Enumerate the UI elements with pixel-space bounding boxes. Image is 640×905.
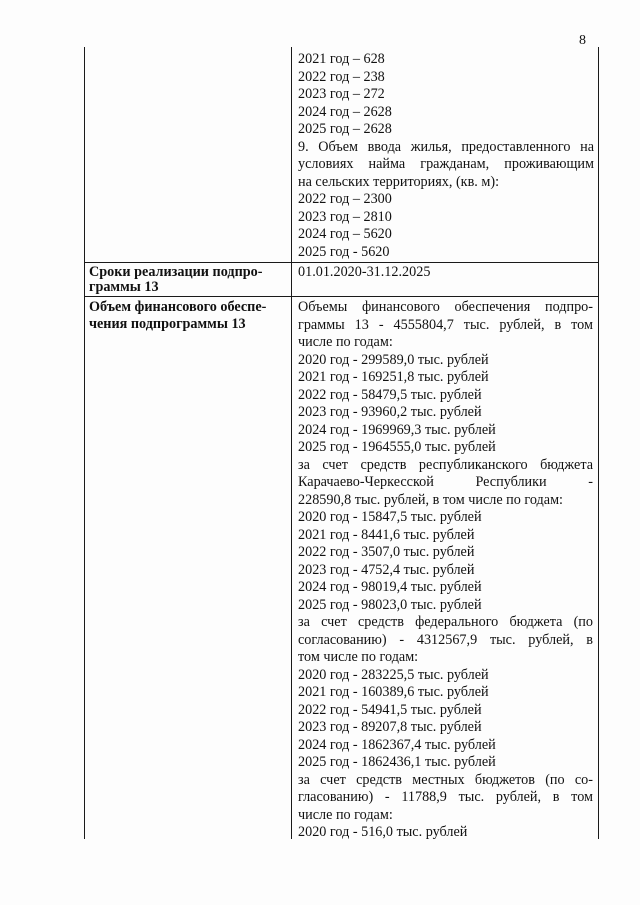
row-divider-funding (84, 296, 599, 297)
funding-line: 2021 год - 160389,6 тыс. рублей (298, 684, 489, 700)
funding-line: согласованию) - 4312567,9 тыс. рублей, в (298, 631, 593, 648)
indicator-line: 2023 год – 2810 (298, 208, 392, 225)
indicator-heading-line: условиях найма гражданам, проживающим (298, 156, 594, 172)
funding-line: 2022 год - 3507,0 тыс. рублей (298, 544, 475, 560)
funding-label: чения подпрограммы 13 (89, 316, 246, 332)
period-label: граммы 13 (89, 279, 159, 295)
funding-line: 2023 год - 89207,8 тыс. рублей (298, 719, 482, 735)
funding-line: за счет средств федерального бюджета (по (298, 614, 593, 630)
page-number: 8 (579, 33, 586, 48)
funding-line: 2020 год - 516,0 тыс. рублей (298, 824, 468, 840)
funding-line: 2024 год - 98019,4 тыс. рублей (298, 579, 482, 595)
funding-line: 2022 год - 58479,5 тыс. рублей (298, 386, 482, 403)
funding-line: 2023 год - 93960,2 тыс. рублей (298, 404, 482, 420)
funding-line: 2023 год - 4752,4 тыс. рублей (298, 561, 475, 578)
funding-line: 2024 год - 1969969,3 тыс. рублей (298, 421, 496, 438)
funding-line: 2021 год - 169251,8 тыс. рублей (298, 369, 489, 385)
funding-line: 2021 год - 8441,6 тыс. рублей (298, 526, 475, 543)
funding-line: числе по годам: (298, 334, 393, 350)
funding-line: Карачаево-Черкесской Республики - (298, 474, 593, 490)
table-right-border (598, 47, 599, 839)
indicator-line: 2023 год – 272 (298, 86, 385, 102)
indicator-heading-line: на сельских территориях, (кв. м): (298, 173, 500, 190)
funding-line: 2025 год - 98023,0 тыс. рублей (298, 596, 482, 613)
funding-line: числе по годам: (298, 806, 393, 823)
indicator-line: 2021 год – 628 (298, 51, 385, 67)
funding-line: 2020 год - 299589,0 тыс. рублей (298, 351, 489, 368)
funding-line: за счет средств республиканского бюджета (298, 456, 593, 473)
indicator-heading-line: 9. Объем ввода жилья, предоставленного на (298, 138, 594, 155)
indicator-line: 2025 год - 5620 (298, 243, 390, 260)
table-left-border (84, 47, 85, 839)
indicator-line: 2025 год – 2628 (298, 121, 392, 137)
funding-line: 2025 год - 1964555,0 тыс. рублей (298, 439, 496, 455)
funding-line: том числе по годам: (298, 649, 419, 665)
period-value: 01.01.2020-31.12.2025 (298, 264, 431, 280)
funding-line: Объемы финансового обеспечения подпро- (298, 299, 593, 315)
indicator-line: 2024 год – 5620 (298, 226, 392, 242)
funding-line: 2025 год - 1862436,1 тыс. рублей (298, 754, 496, 770)
funding-line: граммы 13 - 4555804,7 тыс. рублей, в том (298, 316, 593, 333)
funding-line: 2022 год - 54941,5 тыс. рублей (298, 701, 482, 718)
indicator-line: 2024 год – 2628 (298, 103, 392, 120)
indicator-line: 2022 год – 2300 (298, 191, 392, 207)
funding-line: за счет средств местных бюджетов (по со- (298, 771, 593, 788)
funding-line: 2024 год - 1862367,4 тыс. рублей (298, 736, 496, 753)
funding-line: 228590,8 тыс. рублей, в том числе по годам: (298, 491, 563, 508)
funding-line: 2020 год - 283225,5 тыс. рублей (298, 666, 489, 683)
indicator-line: 2022 год – 238 (298, 68, 385, 85)
funding-line: 2020 год - 15847,5 тыс. рублей (298, 509, 482, 525)
funding-line: гласованию) - 11788,9 тыс. рублей, в том (298, 789, 593, 805)
table-column-divider (291, 47, 292, 839)
period-label: Сроки реализации подпро- (89, 264, 263, 280)
funding-label: Объем финансового обеспе- (89, 299, 267, 315)
